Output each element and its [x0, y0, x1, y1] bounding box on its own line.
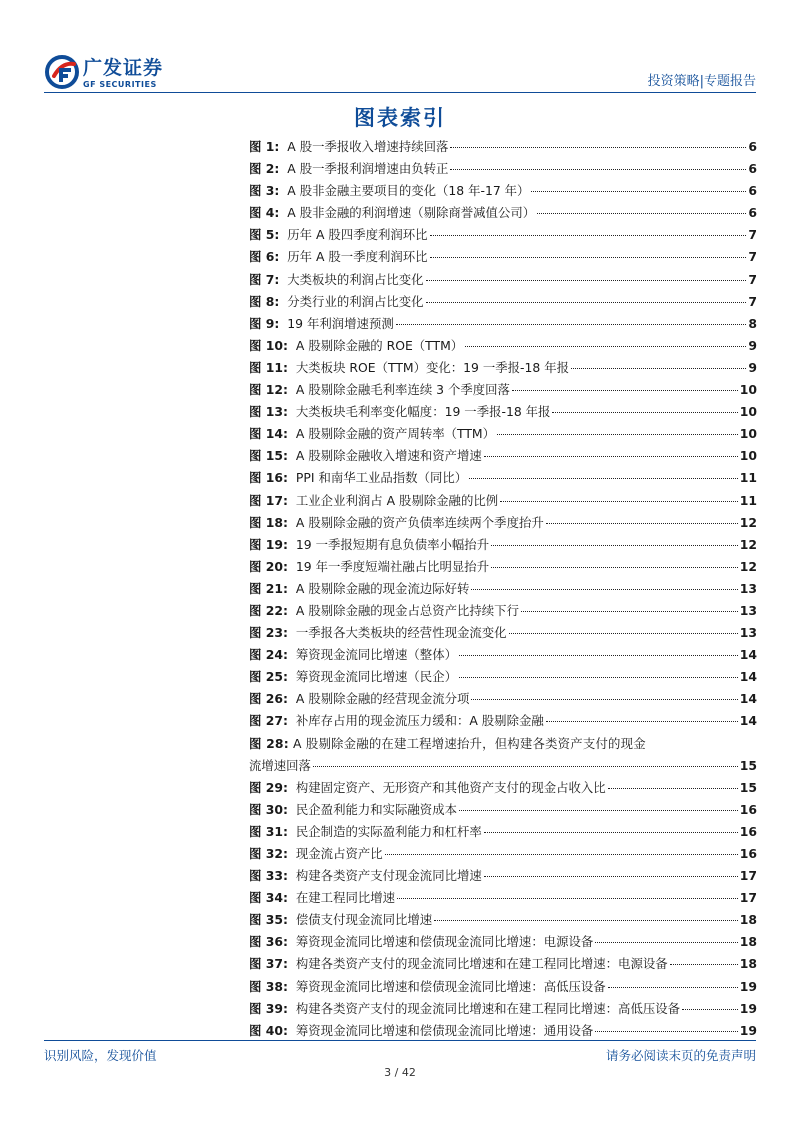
toc-title: 大类板块 ROE（TTM）变化：19 一季报-18 年报: [295, 359, 569, 375]
toc-dot-leader: [484, 876, 738, 877]
toc-title: A 股剔除金融的现金流边际好转: [295, 580, 470, 596]
toc-dot-leader: [595, 942, 737, 943]
toc-label: 图 10:: [249, 337, 288, 353]
toc-page-number: 7: [748, 271, 757, 287]
toc-dot-leader: [430, 235, 747, 236]
toc-page-number: 14: [739, 713, 757, 729]
toc-item[interactable]: [249, 158, 757, 180]
toc-title: 在建工程同比增速: [295, 890, 396, 906]
toc-page-number: 9: [748, 359, 757, 375]
toc-dot-leader: [471, 589, 737, 590]
footer-divider: [44, 1040, 756, 1041]
toc-dot-leader: [459, 677, 738, 678]
toc-dot-leader: [484, 832, 738, 833]
toc-item[interactable]: [249, 445, 757, 467]
toc-label: 图 21:: [249, 580, 288, 596]
toc-item[interactable]: [249, 821, 757, 843]
toc-title: 偿债支付现金流同比增速: [295, 912, 433, 928]
toc-item[interactable]: [249, 998, 757, 1020]
toc-item[interactable]: [249, 865, 757, 887]
toc-title: 工业企业利润占 A 股剔除金融的比例: [295, 492, 499, 508]
toc-label: 图 14:: [249, 426, 288, 442]
gf-logo-icon: [44, 54, 80, 90]
toc-item[interactable]: [249, 224, 757, 246]
toc-label: 图 24:: [249, 647, 288, 663]
toc-dot-leader: [459, 655, 738, 656]
toc-page-number: 14: [739, 691, 757, 707]
toc-title: A 股剔除金融的经营现金流分项: [295, 691, 470, 707]
toc-item[interactable]: [249, 357, 757, 379]
toc-page-number: 12: [739, 514, 757, 530]
toc-dot-leader: [608, 987, 738, 988]
toc-page-number: 7: [748, 227, 757, 243]
toc-label: 图 12:: [249, 382, 288, 398]
toc-title-line1: A 股剔除金融的在建工程增速抬升，但构建各类资产支付的现金: [288, 735, 646, 751]
toc-dot-leader: [491, 545, 738, 546]
toc-label: 图 2:: [249, 161, 280, 177]
toc-page-number: 12: [739, 536, 757, 552]
toc-label: 图 23:: [249, 625, 288, 641]
toc-item[interactable]: [249, 490, 757, 512]
page-header: [44, 54, 756, 96]
toc-label: 图 4:: [249, 205, 280, 221]
toc-title: 大类板块毛利率变化幅度：19 一季报-18 年报: [295, 404, 551, 420]
toc-label: 图 7:: [249, 271, 280, 287]
toc-page-number: 19: [739, 978, 757, 994]
toc-item[interactable]: [249, 666, 757, 688]
toc-item[interactable]: [249, 136, 757, 158]
toc-label: 图 25:: [249, 669, 288, 685]
toc-title: A 股一季报收入增速持续回落: [287, 139, 449, 154]
toc-title: A 股剔除金融毛利率连续 3 个季度回落: [295, 382, 510, 398]
toc-title: 民企制造的实际盈利能力和杠杆率: [295, 823, 482, 839]
toc-page-number: 10: [739, 382, 757, 398]
toc-page-number: 7: [748, 293, 757, 309]
page-title: 图表索引: [354, 106, 446, 130]
toc-dot-leader: [459, 810, 738, 811]
toc-dot-leader: [465, 346, 746, 347]
toc-page-number: 17: [739, 890, 757, 906]
toc-label: 图 29:: [249, 779, 288, 795]
toc-item[interactable]: [249, 710, 757, 732]
toc-page-number: 14: [739, 647, 757, 663]
toc-title: 一季报各大类板块的经营性现金流变化: [295, 625, 507, 641]
toc-item[interactable]: [249, 953, 757, 975]
toc-dot-leader: [512, 390, 738, 391]
toc-list: [249, 136, 757, 1042]
toc-title: 19 一季报短期有息负债率小幅抬升: [295, 536, 490, 552]
toc-label: 图 15:: [249, 448, 288, 464]
toc-label: 图 9:: [249, 315, 280, 331]
toc-item[interactable]: [249, 467, 757, 489]
toc-item[interactable]: [249, 976, 757, 998]
toc-label: 图 28:: [249, 735, 289, 751]
toc-label: 图 39:: [249, 1000, 288, 1016]
toc-item[interactable]: [249, 843, 757, 865]
toc-page-number: 7: [748, 249, 757, 265]
footer-slogan: 识别风险，发现价值: [44, 1048, 157, 1063]
toc-dot-leader: [537, 213, 746, 214]
toc-dot-leader: [497, 434, 738, 435]
toc-page-number: 18: [739, 956, 757, 972]
toc-dot-leader: [450, 169, 746, 170]
toc-page-number: 9: [748, 337, 757, 353]
toc-item[interactable]: [249, 622, 757, 644]
toc-title: A 股剔除金融收入增速和资产增速: [295, 448, 482, 464]
toc-page-number: 11: [739, 492, 757, 508]
toc-page-number: 18: [739, 934, 757, 950]
toc-label: 图 8:: [249, 293, 280, 309]
toc-label: 图 32:: [249, 846, 288, 861]
toc-dot-leader: [571, 368, 746, 369]
toc-item[interactable]: [249, 578, 757, 600]
toc-item[interactable]: [249, 423, 757, 445]
toc-title: 筹资现金流同比增速和偿债现金流同比增速：电源设备: [295, 934, 594, 950]
toc-title: 筹资现金流同比增速（整体）: [295, 647, 457, 663]
toc-title: A 股一季报利润增速由负转正: [287, 161, 449, 177]
toc-item[interactable]: [249, 644, 757, 666]
toc-label: 图 16:: [249, 470, 288, 486]
toc-page-number: 15: [739, 757, 757, 773]
toc-title: 构建各类资产支付现金流同比增速: [295, 868, 482, 884]
toc-page-number: 19: [739, 1022, 757, 1038]
toc-item[interactable]: [249, 401, 757, 423]
logo-english-name: GF SECURITIES: [83, 80, 157, 89]
toc-item[interactable]: [249, 887, 757, 909]
toc-page-number: 10: [739, 448, 757, 464]
toc-item[interactable]: [249, 556, 757, 578]
toc-item[interactable]: [249, 909, 757, 931]
toc-item[interactable]: [249, 512, 757, 534]
toc-item[interactable]: [249, 269, 757, 291]
toc-label: 图 26:: [249, 691, 288, 707]
header-divider: [44, 92, 756, 93]
toc-dot-leader: [546, 523, 738, 524]
toc-item[interactable]: [249, 202, 757, 224]
toc-dot-leader: [546, 721, 738, 722]
toc-title: A 股剔除金融的 ROE（TTM）: [295, 337, 464, 353]
toc-item[interactable]: [249, 688, 757, 710]
toc-label: 图 34:: [249, 890, 288, 906]
toc-dot-leader: [500, 501, 738, 502]
toc-page-number: 19: [739, 1000, 757, 1016]
toc-title: 民企盈利能力和实际融资成本: [295, 801, 457, 817]
toc-label: 图 3:: [249, 183, 280, 199]
toc-title: 大类板块的利润占比变化: [287, 271, 424, 287]
toc-page-number: 13: [739, 625, 757, 641]
toc-label: 图 1:: [249, 139, 280, 154]
toc-dot-leader: [608, 788, 738, 789]
page-number: 3 / 42: [384, 1066, 416, 1079]
toc-page-number: 6: [748, 161, 757, 177]
toc-page-number: 13: [739, 580, 757, 596]
toc-dot-leader: [509, 633, 738, 634]
toc-page-number: 14: [739, 669, 757, 685]
toc-dot-leader: [552, 412, 737, 413]
toc-item[interactable]: [249, 379, 757, 401]
toc-page-number: 10: [739, 426, 757, 442]
toc-title: 构建各类资产支付的现金流同比增速和在建工程同比增速：高低压设备: [295, 1000, 681, 1016]
toc-title: PPI 和南华工业品指数（同比）: [295, 470, 468, 486]
toc-label: 图 20:: [249, 558, 288, 574]
toc-label: 图 40:: [249, 1022, 288, 1038]
toc-label: 图 33:: [249, 868, 288, 884]
footer-disclaimer: 请务必阅读末页的免责声明: [605, 1048, 756, 1063]
logo-chinese-name: 广发证券: [83, 57, 164, 79]
toc-title: 筹资现金流同比增速和偿债现金流同比增速：高低压设备: [295, 978, 606, 994]
toc-label: 图 11:: [249, 359, 288, 375]
toc-title: 补库存占用的现金流压力缓和：A 股剔除金融: [295, 713, 544, 729]
toc-item[interactable]: [249, 733, 757, 777]
toc-title: 历年 A 股一季度利润环比: [287, 249, 428, 265]
toc-page-number: 6: [748, 205, 757, 221]
toc-label: 图 35:: [249, 912, 288, 928]
toc-title: 19 年一季度短端社融占比明显抬升: [295, 558, 490, 574]
toc-dot-leader: [434, 920, 738, 921]
toc-label: 图 17:: [249, 492, 288, 508]
toc-title: A 股剔除金融的现金占总资产比持续下行: [295, 602, 519, 618]
toc-item[interactable]: [249, 1020, 757, 1042]
toc-dot-leader: [397, 898, 738, 899]
toc-item[interactable]: [249, 777, 757, 799]
toc-dot-leader: [491, 567, 738, 568]
toc-page-number: 15: [739, 779, 757, 795]
toc-page-number: 8: [748, 315, 757, 331]
toc-page-number: 10: [739, 404, 757, 420]
toc-dot-leader: [469, 478, 738, 479]
toc-dot-leader: [682, 1009, 738, 1010]
toc-page-number: 13: [739, 602, 757, 618]
toc-page-number: 18: [739, 912, 757, 928]
toc-page-number: 16: [739, 846, 757, 861]
toc-label: 图 27:: [249, 713, 288, 729]
toc-dot-leader: [531, 191, 746, 192]
toc-label: 图 37:: [249, 956, 288, 972]
toc-title: 构建各类资产支付的现金流同比增速和在建工程同比增速：电源设备: [295, 956, 668, 972]
toc-label: 图 30:: [249, 801, 288, 817]
toc-title: 构建固定资产、无形资产和其他资产支付的现金占收入比: [295, 779, 606, 795]
toc-title: 筹资现金流同比增速和偿债现金流同比增速：通用设备: [295, 1022, 594, 1038]
toc-dot-leader: [385, 854, 738, 855]
company-logo: [44, 54, 163, 90]
toc-page-number: 11: [739, 470, 757, 486]
toc-dot-leader: [430, 257, 747, 258]
toc-title: 现金流占资产比: [295, 846, 383, 861]
toc-title: 历年 A 股四季度利润环比: [287, 227, 428, 243]
toc-dot-leader: [484, 456, 738, 457]
toc-item[interactable]: [249, 246, 757, 268]
toc-label: 图 13:: [249, 404, 288, 420]
toc-dot-leader: [471, 699, 737, 700]
toc-dot-leader: [670, 964, 738, 965]
toc-title-line2: 流增速回落: [249, 757, 311, 773]
toc-item[interactable]: [249, 313, 757, 335]
toc-label: 图 38:: [249, 978, 288, 994]
toc-page-number: 6: [748, 139, 757, 154]
toc-page-number: 16: [739, 801, 757, 817]
toc-item[interactable]: [249, 180, 757, 202]
toc-label: 图 22:: [249, 602, 288, 618]
toc-item[interactable]: [249, 291, 757, 313]
toc-dot-leader: [521, 611, 738, 612]
toc-dot-leader: [595, 1031, 737, 1032]
toc-dot-leader: [426, 280, 747, 281]
toc-page-number: 12: [739, 558, 757, 574]
toc-label: 图 5:: [249, 227, 280, 243]
toc-title: 筹资现金流同比增速（民企）: [295, 669, 457, 685]
toc-label: 图 36:: [249, 934, 288, 950]
toc-title: A 股剔除金融的资产周转率（TTM）: [295, 426, 496, 442]
report-category: 投资策略|专题报告: [647, 74, 756, 89]
toc-dot-leader: [450, 147, 746, 148]
toc-title: A 股剔除金融的资产负债率连续两个季度抬升: [295, 514, 544, 530]
toc-item[interactable]: [249, 799, 757, 821]
toc-item[interactable]: [249, 931, 757, 953]
toc-item[interactable]: [249, 335, 757, 357]
toc-title: 19 年利润增速预测: [287, 315, 394, 331]
toc-dot-leader: [313, 766, 738, 767]
toc-label: 图 6:: [249, 249, 280, 265]
toc-label: 图 31:: [249, 823, 288, 839]
toc-dot-leader: [396, 324, 747, 325]
toc-page-number: 6: [748, 183, 757, 199]
toc-page-number: 17: [739, 868, 757, 884]
toc-label: 图 18:: [249, 514, 288, 530]
toc-item[interactable]: [249, 534, 757, 556]
toc-title: 分类行业的利润占比变化: [287, 293, 424, 309]
toc-title: A 股非金融主要项目的变化（18 年-17 年）: [287, 183, 530, 199]
toc-title: A 股非金融的利润增速（剔除商誉减值公司）: [287, 205, 536, 221]
toc-dot-leader: [426, 302, 747, 303]
toc-label: 图 19:: [249, 536, 288, 552]
toc-item[interactable]: [249, 600, 757, 622]
toc-page-number: 16: [739, 823, 757, 839]
